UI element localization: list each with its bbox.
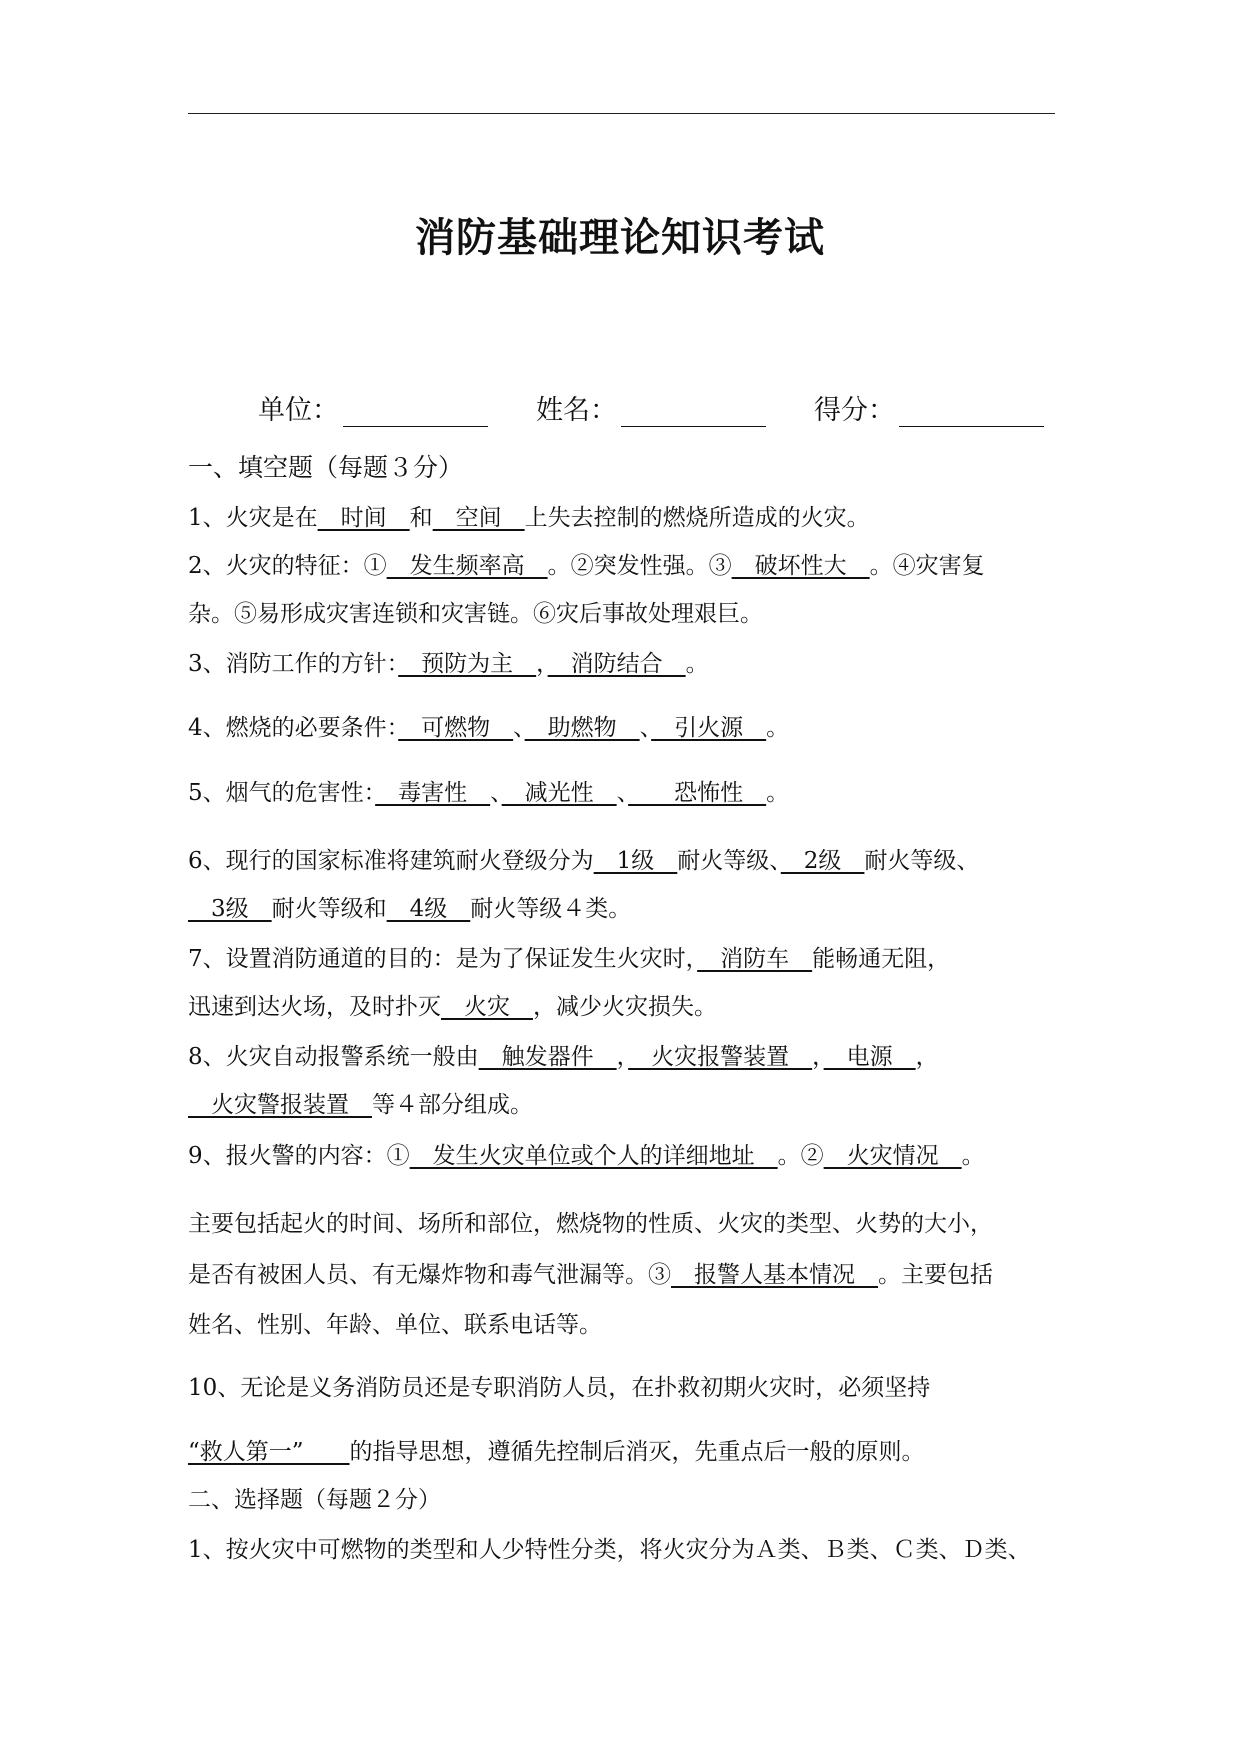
unit-blank[interactable] <box>343 396 488 427</box>
answer: 可燃物 <box>398 715 514 741</box>
question-text: 耐火等级、 <box>864 848 980 874</box>
answer: 引火源 <box>651 715 767 741</box>
page-title: 消防基础理论知识考试 <box>415 215 825 261</box>
question-text: 等４部分组成。 <box>372 1092 533 1118</box>
question-10-cont <box>188 1437 1068 1467</box>
question-text: ， <box>536 651 548 677</box>
answer: 消防车 <box>697 946 813 972</box>
section-fill-blank-heading: 一、填空题（每题３分） <box>188 453 464 482</box>
question-text: 上失去控制的燃烧所造成的火灾。 <box>524 505 870 531</box>
score-blank[interactable] <box>899 396 1044 427</box>
score-label: 得分： <box>814 395 895 426</box>
answer: 发生火灾单位或个人的详细地址 <box>409 1143 778 1169</box>
answer: 4级 <box>386 896 471 922</box>
answer: 电源 <box>823 1044 916 1070</box>
question-text: 。 <box>685 651 709 677</box>
answer: 1级 <box>593 848 678 874</box>
question-2-cont: 杂。⑤易形成灾害连锁和灾害链。⑥灾后事故处理艰巨。 <box>188 601 763 627</box>
question-text: 。② <box>777 1143 824 1169</box>
answer: 触发器件 <box>478 1044 617 1070</box>
question-1 <box>188 503 1068 533</box>
unit-label: 单位： <box>258 395 339 426</box>
question-2 <box>188 551 1068 581</box>
answer: 发生频率高 <box>386 553 548 579</box>
question-text: 3、消防工作的方针： <box>188 651 399 677</box>
question-text: 。主要包括 <box>878 1262 993 1288</box>
answer: 毒害性 <box>375 780 491 806</box>
answer: 报警人基本情况 <box>671 1262 878 1288</box>
question-text: 1、火灾是在 <box>188 505 318 531</box>
name-blank[interactable] <box>621 396 766 427</box>
question-text: ，减少火灾损失。 <box>533 994 717 1020</box>
question-text: 。 <box>961 1143 985 1169</box>
question-text: 6、现行的国家标准将建筑耐火登级分为 <box>188 848 594 874</box>
question-7-cont <box>188 992 1068 1022</box>
question-text: 2、火灾的特征：① <box>188 553 387 579</box>
question-5 <box>188 778 1068 808</box>
question-10: 10、无论是义务消防员还是专职消防人员，在扑救初期火灾时，必须坚持 <box>188 1375 931 1401</box>
question-4 <box>188 713 1068 743</box>
score-field <box>814 388 1044 427</box>
question-6-cont <box>188 894 1068 924</box>
question-text: 。④灾害复 <box>869 553 985 579</box>
question-9-line-2: 主要包括起火的时间、场所和部位，燃烧物的性质、火灾的类型、火势的大小， <box>188 1211 993 1237</box>
question-8 <box>188 1042 1068 1072</box>
answer: 预防为主 <box>398 651 537 677</box>
answer: 2级 <box>780 848 865 874</box>
section-multiple-choice-heading: 二、选择题（每题２分） <box>188 1487 441 1513</box>
question-text: 、 <box>616 780 629 806</box>
question-text: 。②突发性强。③ <box>547 553 732 579</box>
question-text: 5、烟气的危害性： <box>188 780 376 806</box>
answer: 火灾警报装置 <box>188 1092 372 1118</box>
question-text: 。 <box>766 780 790 806</box>
question-9-line-3 <box>188 1260 1068 1290</box>
question-text: 耐火等级和 <box>271 896 387 922</box>
question-text: 。 <box>766 715 790 741</box>
answer: 恐怖性 <box>628 780 767 806</box>
question-text: 迅速到达火场，及时扑灭 <box>188 994 441 1020</box>
answer: 火灾 <box>441 994 533 1020</box>
answer: 火灾情况 <box>823 1143 962 1169</box>
name-field <box>536 388 766 427</box>
question-3 <box>188 649 1068 679</box>
question-text: 和 <box>409 505 433 531</box>
question-text: ， <box>616 1044 629 1070</box>
unit-field <box>258 388 488 427</box>
question-9-line-4: 姓名、性别、年龄、单位、联系电话等。 <box>188 1312 602 1338</box>
question-text: 7、设置消防通道的目的：是为了保证发生火灾时， <box>188 946 698 972</box>
question-text: 8、火灾自动报警系统一般由 <box>188 1044 479 1070</box>
question-9 <box>188 1141 1068 1171</box>
answer: 3级 <box>188 896 272 922</box>
answer: “救人第一” <box>188 1439 350 1465</box>
answer: 破坏性大 <box>731 553 870 579</box>
question-text: 9、报火警的内容：① <box>188 1143 410 1169</box>
question-text: 能畅通无阻， <box>812 946 951 972</box>
question-text: ， <box>915 1044 939 1070</box>
question-text: 是否有被困人员、有无爆炸物和毒气泄漏等。③ <box>188 1262 671 1288</box>
question-text: 的指导思想，遵循先控制后消灭，先重点后一般的原则。 <box>349 1439 925 1465</box>
question-text: 、 <box>513 715 525 741</box>
question-text: 耐火等级、 <box>677 848 781 874</box>
answer: 消防结合 <box>547 651 686 677</box>
answer: 减光性 <box>501 780 617 806</box>
question-text: 、 <box>490 780 502 806</box>
question-7 <box>188 944 1068 974</box>
answer: 时间 <box>317 505 410 531</box>
question-text: ， <box>812 1044 824 1070</box>
name-label: 姓名： <box>536 395 617 426</box>
answer: 空间 <box>432 505 525 531</box>
question-text: 、 <box>639 715 652 741</box>
question-8-cont <box>188 1090 1068 1120</box>
mc-question-1: 1、按火灾中可燃物的类型和人少特性分类，将火灾分为Ａ类、Ｂ类、Ｃ类、Ｄ类、 <box>188 1537 1031 1563</box>
question-text: 4、燃烧的必要条件： <box>188 715 399 741</box>
header-rule <box>188 113 1055 114</box>
answer: 火灾报警装置 <box>628 1044 813 1070</box>
question-6 <box>188 846 1068 876</box>
question-text: 耐火等级４类。 <box>470 896 632 922</box>
answer: 助燃物 <box>524 715 640 741</box>
